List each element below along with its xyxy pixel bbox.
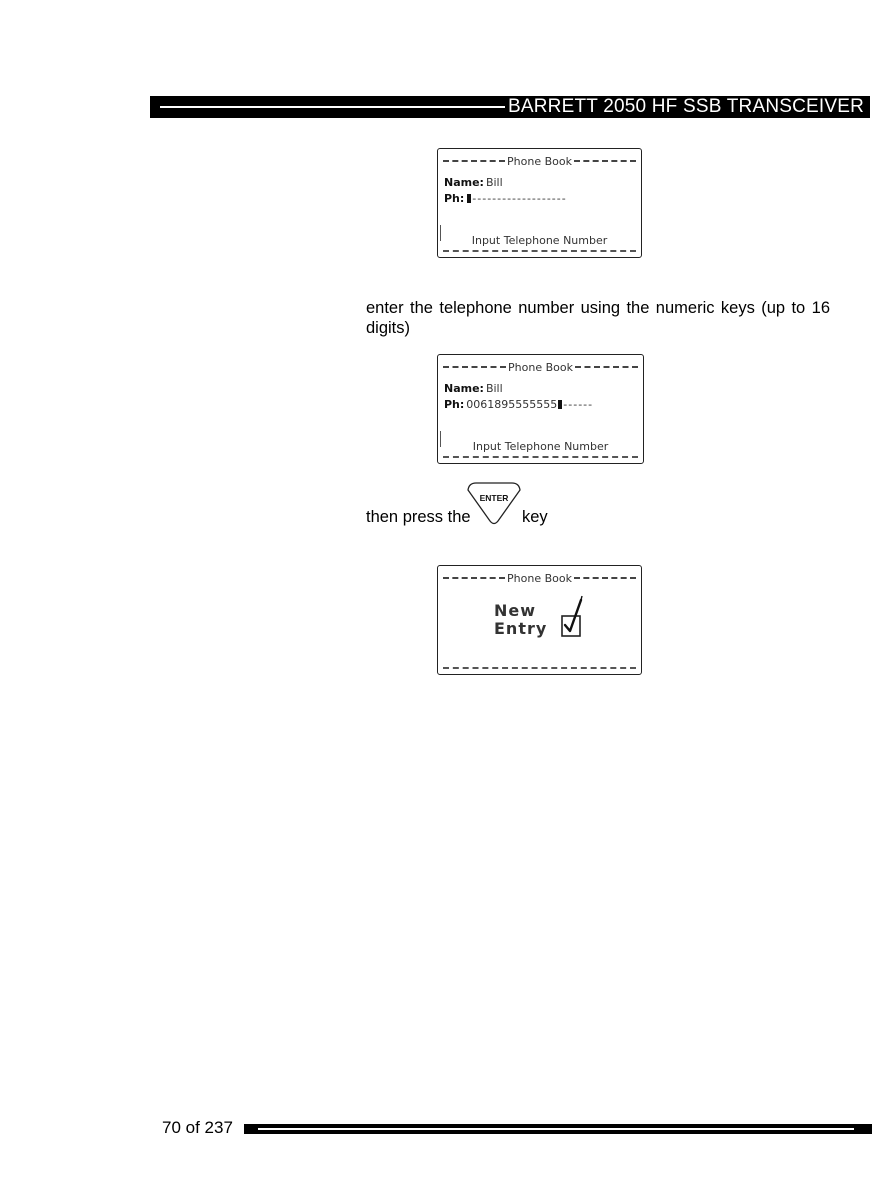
text-cursor: [558, 400, 562, 409]
lcd-screen-input-empty: [437, 148, 642, 258]
phone-placeholder-dashes: ------: [563, 398, 594, 411]
instruction-step-1: enter the telephone number using the numeric keys (up to 16 digits): [366, 299, 830, 337]
text-cursor: [467, 194, 471, 203]
lcd-title-bar: [443, 572, 636, 584]
phone-label: Ph:: [444, 398, 465, 411]
name-row: [444, 176, 503, 189]
enter-key-label: ENTER: [479, 493, 509, 503]
page-number: 70 of 237: [162, 1118, 233, 1137]
lcd-title: Phone Book: [507, 154, 572, 168]
lcd-screen-new-entry: [437, 565, 642, 675]
header-rule: [160, 106, 505, 108]
checked-box-icon: [560, 594, 586, 640]
instruction-step-2-suffix: key: [522, 508, 548, 526]
confirmation-line-2: Entry: [494, 619, 548, 638]
document-title: BARRETT 2050 HF SSB TRANSCEIVER: [508, 96, 865, 117]
phone-label: Ph:: [444, 192, 465, 205]
lcd-title-bar: [443, 155, 636, 167]
lcd-screen-input-filled: [437, 354, 644, 464]
instruction-step-2-prefix: then press the: [366, 508, 471, 526]
enter-key-icon: [465, 480, 523, 526]
name-label: Name:: [444, 176, 484, 189]
name-value: Bill: [485, 382, 503, 395]
phone-placeholder-dashes: -------------------: [472, 192, 567, 205]
confirmation-line-1: New: [494, 601, 537, 620]
lcd-bottom-rule: [443, 456, 638, 458]
lcd-bottom-rule: [443, 667, 636, 669]
confirmation-message: [494, 602, 547, 638]
phone-value: 0061895555555: [466, 398, 558, 411]
lcd-prompt: Input Telephone Number: [471, 234, 608, 247]
name-row: [444, 382, 503, 395]
name-label: Name:: [444, 382, 484, 395]
name-value: Bill: [485, 176, 503, 189]
footer-bar: [244, 1123, 872, 1135]
lcd-bottom-rule: [443, 250, 636, 252]
lcd-title-bar: [443, 361, 638, 373]
lcd-title: Phone Book: [507, 571, 572, 585]
lcd-prompt: Input Telephone Number: [472, 440, 609, 453]
lcd-title: Phone Book: [508, 360, 573, 374]
phone-row: [444, 398, 593, 411]
phone-row: [444, 192, 567, 205]
